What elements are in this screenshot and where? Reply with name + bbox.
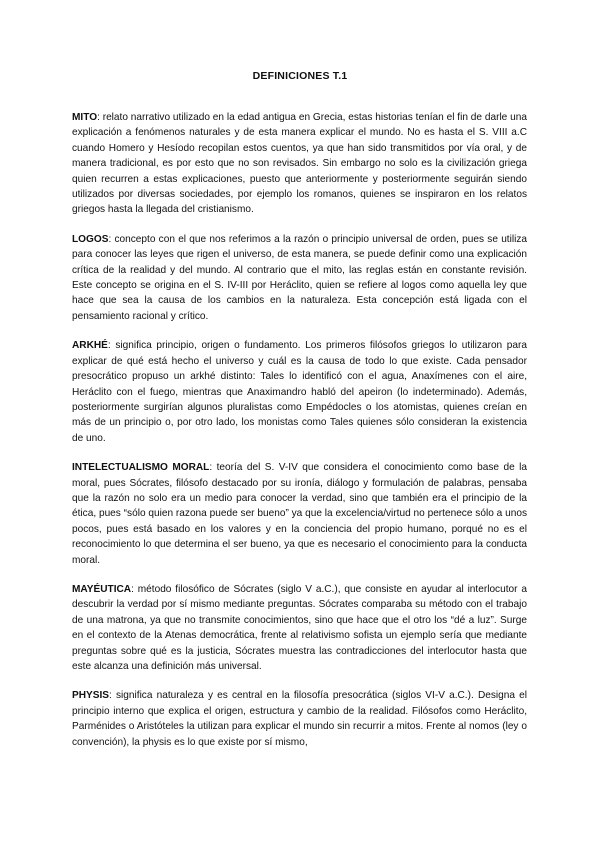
term-arkhe: ARKHÉ [72, 340, 108, 352]
term-mito: MITO [72, 112, 98, 123]
definition-text-logos: : concepto con el que nos referimos a la razón o principio universal de orden, pues se utiliza para conocer las leyes que rigen el universo, de esta manera, se puede definir como una explicación crítica de la realidad y del mundo. Al contrario que el mito, las reglas están en constante revisión. Este concepto se origina en el S. IV-III por Heráclito, quien se refiere al logos como aquella ley que hace que sea la causa de los cambios en la naturaleza. Esta concepción está ligada con el pensamiento racional y crítico. [72, 233, 527, 322]
definition-arkhe [72, 338, 527, 446]
definition-mito [72, 110, 527, 218]
document-title: DEFINICIONES T.1 [252, 70, 348, 82]
definition-text-physis: : significa naturaleza y es central en la filosofía presocrática (siglos VI-V a.C.). Designa el principio interno que explica el origen, estructura y cambio de la realidad. Filósofos como Heráclito, Parménides o Aristóteles la utilizan para explicar el mundo sin recurrir a mitos. Frente al nomos (ley o convención), la physis es lo que existe por sí mismo, [72, 690, 527, 748]
definition-mayeutica [72, 582, 527, 674]
definition-text-mito: : relato narrativo utilizado en la edad antigua en Grecia, estas historias tenían el fin de darle una explicación a fenómenos naturales y de esta manera explicar el mundo. No es hasta el S. VIII a.C cuando Homero y Hesíodo recopilan estos cuentos, ya que han sido transmitidos por vía oral, y de manera tradicional, es por esto que no son revisados. Sin embargo no solo es la civilización griega quien recurren a estas explicaciones, puesto que anteriormente y posteriormente seguirán siendo utilizados por diversas sociedades, por ejemplo los romanos, quienes se inspiraron en los relatos griegos hasta la llegada del cristianismo. [72, 112, 527, 216]
definition-text-arkhe: : significa principio, origen o fundamento. Los primeros filósofos griegos lo utilizaron para explicar de qué está hecho el universo y cuál es la causa de todo lo que existe. Cada pensador presocrático propuso un arkhé distinto: Tales lo identificó con el agua, Anaxímenes con el aire, Heráclito con el fuego, mientras que Anaximandro habló del apeiron (lo indeterminado). Además, posteriormente surgirían algunos pluralistas como Empédocles o los atomistas, quienes creían en más de un principio o, por otro lado, los monistas como Tales quienes sólo consideran la existencia de uno. [72, 340, 527, 444]
term-logos: LOGOS [72, 233, 109, 245]
definitions-list [72, 110, 527, 764]
term-intelectualismo-moral: INTELECTUALISMO MORAL [72, 462, 210, 474]
definition-logos [72, 232, 527, 324]
term-mayeutica: MAYÉUTICA [72, 583, 132, 595]
definition-physis [72, 688, 527, 750]
definition-text-mayeutica: : método filosófico de Sócrates (siglo V a.C.), que consiste en ayudar al interlocutor a descubrir la verdad por sí mismo mediante preguntas. Sócrates comparaba su método con el trabajo de una matrona, ya que no transmite conocimientos, sino que hace que el otro los “dé a luz”. Surge en el contexto de la Atenas democrática, frente al relativismo sofista un ejemplo sería que mediante preguntas sobre qué es la justicia, Sócrates muestra las contradicciones del interlocutor hasta que este alcanza una definición más universal. [72, 583, 527, 672]
definition-intelectualismo-moral [72, 460, 527, 568]
definition-text-intelectualismo-moral: : teoría del S. V-IV que considera el conocimiento como base de la moral, pues Sócrates, filósofo destacado por su ironía, diálogo y formulación de palabras, pensaba que la razón no solo era un medio para conocer la verdad, sino que también era el principio de la ética, pues “sólo quien razona puede ser bueno” ya que la excelencia/virtud no pertenece sólo a unos pocos, pues está basado en los valores y en la conciencia del propio humano, porqué no es el reconocimiento lo que determina el ser bueno, ya que es necesario el conocimiento para la conducta moral. [72, 462, 527, 566]
term-physis: PHYSIS [72, 690, 110, 702]
